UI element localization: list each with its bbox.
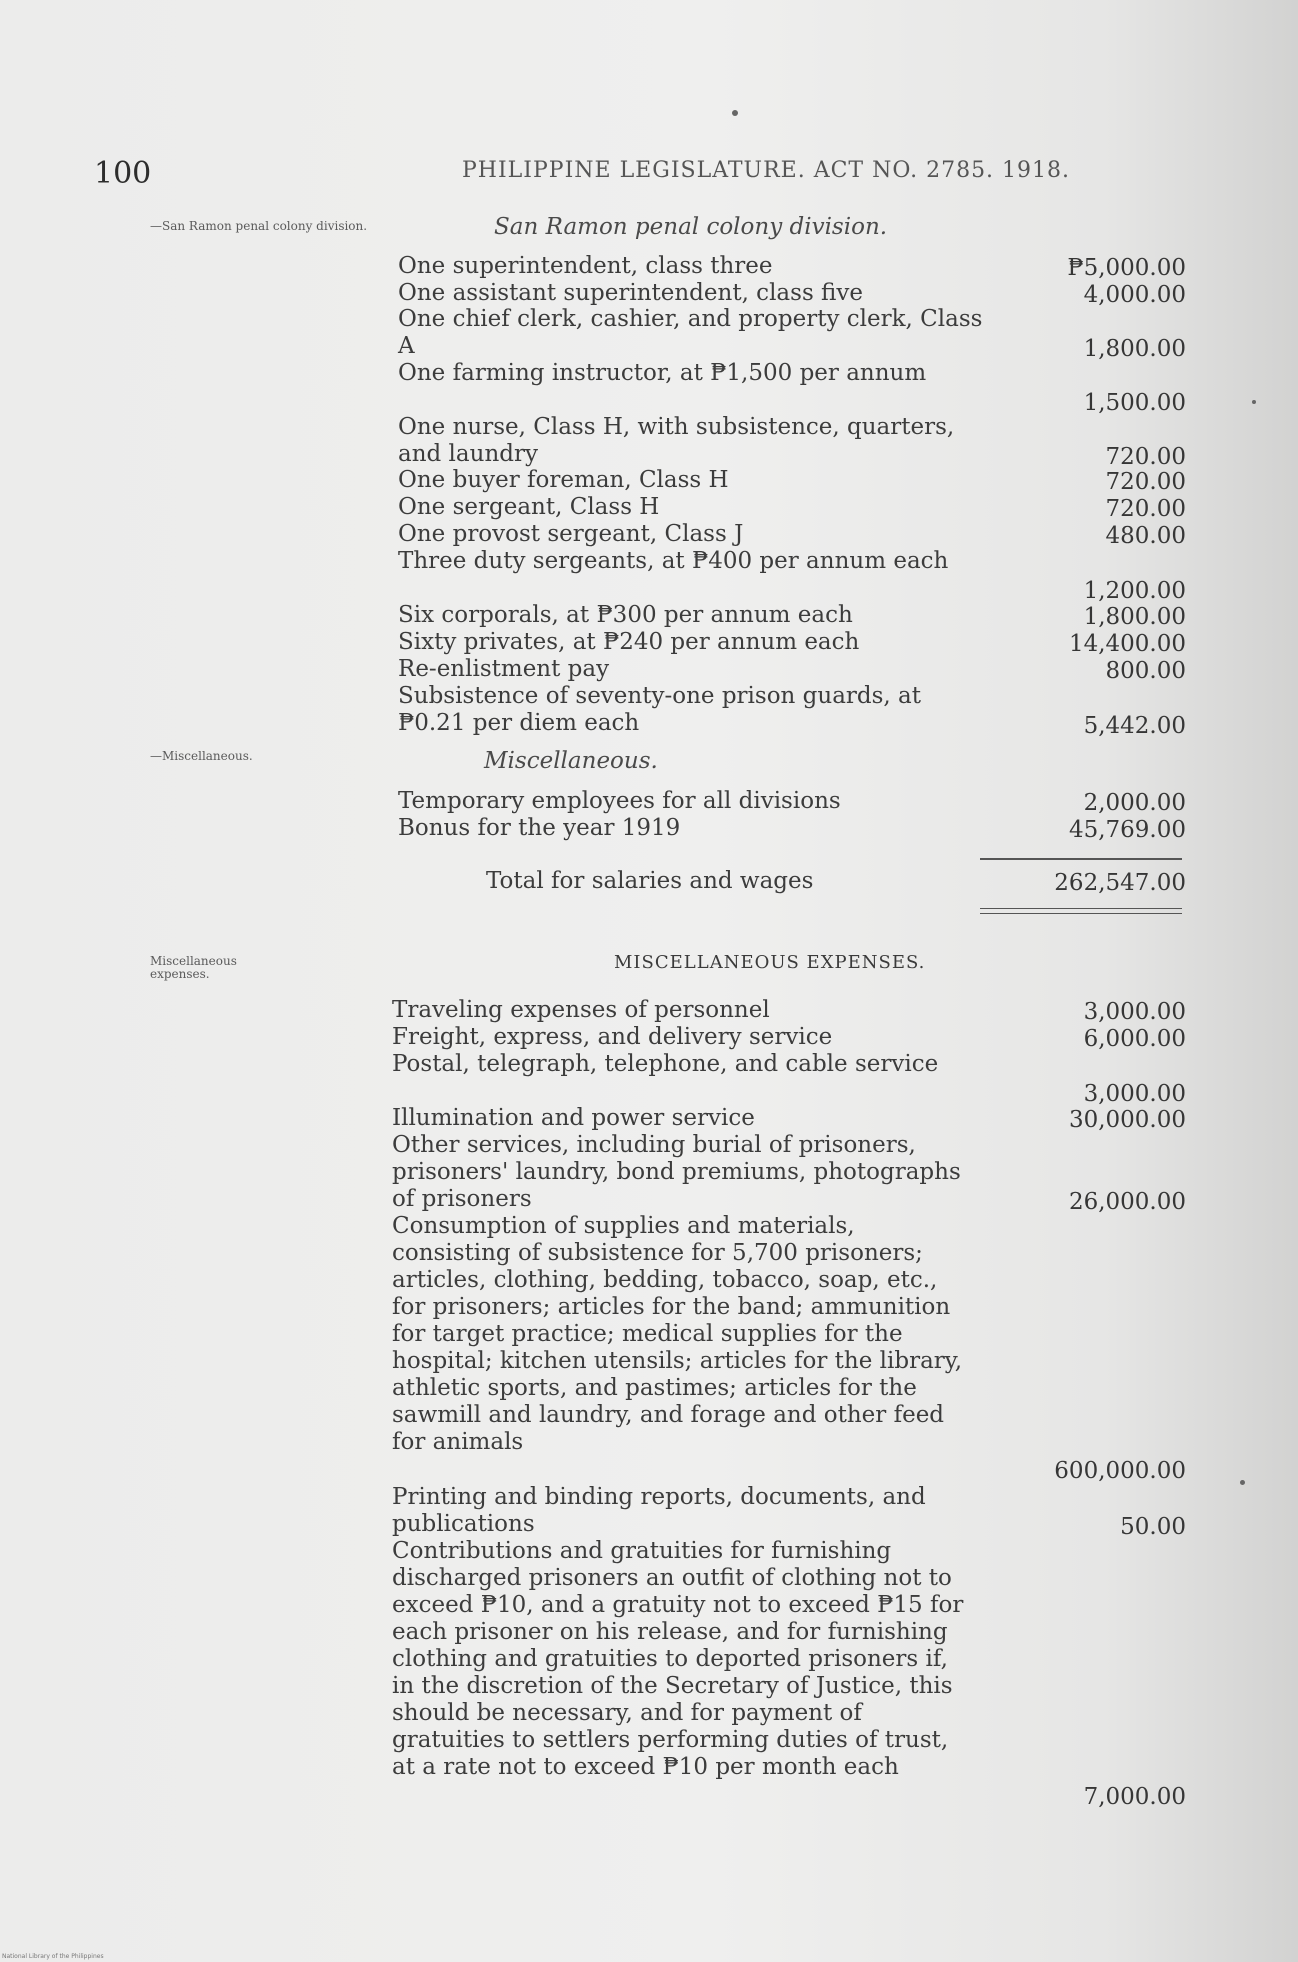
item-amount: 26,000.00 — [1068, 1189, 1186, 1215]
total-text: Total for salaries and wages — [486, 868, 814, 894]
list-item — [392, 1538, 977, 1781]
list-item — [398, 360, 983, 387]
list-item — [398, 629, 983, 656]
item-amount: ₱5,000.00 — [1067, 255, 1186, 281]
item-text: Six corporals, at ₱300 per annum each — [398, 602, 853, 628]
double-rule-bottom — [980, 913, 1182, 914]
item-amount: 1,800.00 — [1083, 604, 1186, 630]
item-text: Postal, telegraph, telephone, and cable service — [392, 1051, 939, 1077]
item-amount: 3,000.00 — [1083, 1081, 1186, 1107]
item-text: One nurse, Class H, with subsistence, quarters, and laundry — [398, 414, 955, 467]
list-item — [398, 521, 983, 548]
item-amount: 50.00 — [1120, 1514, 1186, 1540]
list-item — [398, 253, 983, 280]
speck — [732, 110, 738, 116]
item-text: Sixty privates, at ₱240 per annum each — [398, 629, 860, 655]
item-text: Printing and binding reports, documents, and publications — [392, 1484, 926, 1537]
item-amount: 14,400.00 — [1068, 631, 1186, 657]
item-text: Other services, including burial of prisoners, prisoners' laundry, bond premiums, photographs of prisoners — [392, 1132, 961, 1212]
total-line — [486, 868, 981, 895]
item-amount: 7,000.00 — [1083, 1784, 1186, 1810]
list-item — [392, 1484, 977, 1538]
item-text: Consumption of supplies and materials, consisting of subsistence for 5,700 prisoners; articles, clothing, bedding, tobacco, soap, etc., for prisoners; articles for the band; ammunition for target practice; medical supplies for the hospital; kitchen utensils; articles for the library, athletic sports, and pastimes; articles for the sawmill and laundry, and forage and other feed for animals — [392, 1213, 963, 1455]
item-text: Re-enlistment pay — [398, 656, 610, 682]
item-text: Freight, express, and delivery service — [392, 1024, 833, 1050]
list-item — [392, 1132, 977, 1213]
footer-credit: National Library of the Philippines — [2, 1953, 104, 1960]
item-amount: 800.00 — [1105, 658, 1186, 684]
item-text: One sergeant, Class H — [398, 494, 660, 520]
list-item — [398, 306, 983, 360]
item-text: One chief clerk, cashier, and property clerk, Class A — [398, 306, 983, 359]
double-rule-top — [980, 908, 1182, 909]
item-amount: 600,000.00 — [1054, 1458, 1186, 1484]
item-text: One assistant superintendent, class five — [398, 280, 863, 306]
list-item — [398, 815, 983, 842]
speck — [1240, 1480, 1245, 1485]
list-item — [392, 997, 977, 1024]
list-item — [398, 414, 983, 468]
item-amount: 1,800.00 — [1083, 336, 1186, 362]
speck — [1252, 400, 1256, 404]
item-text: Three duty sergeants, at ₱400 per annum each — [398, 548, 949, 574]
header-text: PHILIPPINE LEGISLATURE. ACT NO. 2785. 1918. — [462, 158, 1071, 183]
item-amount: 45,769.00 — [1068, 817, 1186, 843]
item-amount: 5,442.00 — [1083, 713, 1186, 739]
item-text: One farming instructor, at ₱1,500 per annum — [398, 360, 927, 386]
item-amount: 720.00 — [1105, 496, 1186, 522]
item-amount: 1,200.00 — [1083, 578, 1186, 604]
list-item — [392, 1024, 977, 1051]
list-item — [398, 548, 983, 575]
list-item — [398, 788, 983, 815]
list-item — [398, 683, 983, 737]
item-amount: 1,500.00 — [1083, 390, 1186, 416]
item-text: Bonus for the year 1919 — [398, 815, 681, 841]
list-item — [398, 494, 983, 521]
list-item — [398, 280, 983, 307]
list-item — [398, 467, 983, 494]
item-text: Contributions and gratuities for furnishing discharged prisoners an outfit of clothing not to exceed ₱10, and a gratuity not to exceed ₱15 for each prisoner on his release, and for furnishing clothing and gratuities to deported prisoners if, in the discretion of the Secretary of Justice, this should be necessary, and for payment of gratuities to settlers performing duties of trust, at a rate not to exceed ₱10 per month each — [392, 1538, 964, 1780]
list-item — [398, 602, 983, 629]
item-text: One buyer foreman, Class H — [398, 467, 729, 493]
sum-rule — [980, 858, 1182, 860]
item-text: One provost sergeant, Class J — [398, 521, 744, 547]
total-amount: 262,547.00 — [1054, 870, 1186, 896]
list-item — [392, 1213, 977, 1456]
list-item — [392, 1051, 977, 1078]
section-title-san-ramon: San Ramon penal colony division. — [494, 214, 888, 240]
item-amount: 720.00 — [1105, 444, 1186, 470]
item-amount: 6,000.00 — [1083, 1026, 1186, 1052]
item-amount: 480.00 — [1105, 523, 1186, 549]
page-number: 100 — [94, 156, 152, 191]
item-text: Traveling expenses of personnel — [392, 997, 770, 1023]
margin-note-misc-expenses: Miscellaneous expenses. — [150, 954, 237, 981]
list-item — [392, 1105, 977, 1132]
item-text: Illumination and power service — [392, 1105, 755, 1131]
item-text: Temporary employees for all divisions — [398, 788, 841, 814]
section-title-miscellaneous: Miscellaneous. — [484, 748, 658, 774]
margin-note-san-ramon: —San Ramon penal colony division. — [150, 219, 368, 233]
running-header — [462, 158, 1070, 183]
item-amount: 720.00 — [1105, 469, 1186, 495]
item-amount: 30,000.00 — [1068, 1107, 1186, 1133]
item-amount: 2,000.00 — [1083, 790, 1186, 816]
item-amount: 3,000.00 — [1083, 999, 1186, 1025]
item-text: One superintendent, class three — [398, 253, 773, 279]
list-item — [398, 656, 983, 683]
item-text: Subsistence of seventy-one prison guards, at ₱0.21 per diem each — [398, 683, 922, 736]
margin-note-miscellaneous: —Miscellaneous. — [150, 749, 253, 763]
section-title-misc-expenses: MISCELLANEOUS EXPENSES. — [614, 952, 926, 973]
item-amount: 4,000.00 — [1083, 282, 1186, 308]
